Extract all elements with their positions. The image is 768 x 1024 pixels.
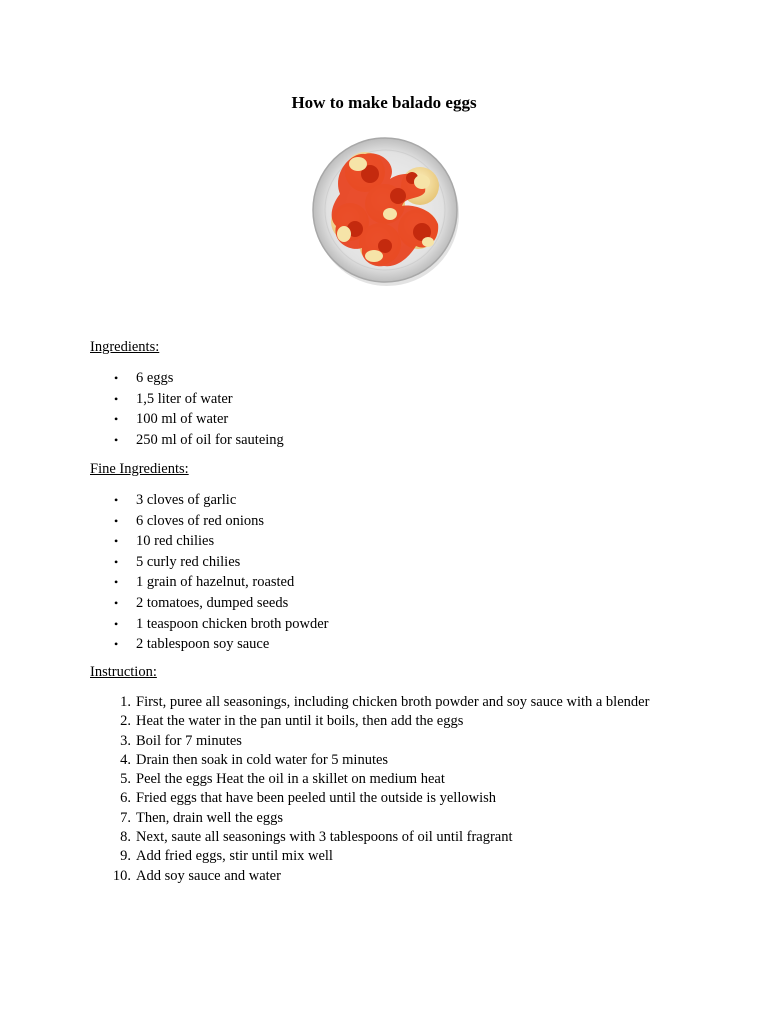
step-text: Peel the eggs Heat the oil in a skillet on medium heat [136, 771, 445, 788]
list-item: • 2 tablespoon soy sauce [90, 634, 328, 655]
step-number: 9. [120, 848, 131, 865]
step-text: Add fried eggs, stir until mix well [136, 848, 333, 865]
step-number: 2. [120, 713, 131, 730]
bullet-icon: • [114, 371, 119, 385]
fine-ingredients-list [90, 490, 328, 655]
list-item: • 250 ml of oil for sauteing [90, 430, 284, 451]
bullet-icon: • [114, 616, 119, 631]
list-item: • 1,5 liter of water [90, 389, 284, 410]
list-item: • 6 eggs [90, 368, 284, 389]
ingredients-list [90, 368, 284, 450]
instruction-step [90, 809, 649, 828]
instruction-step [90, 828, 649, 847]
instruction-step [90, 867, 649, 886]
step-text: First, puree all seasonings, including chicken broth powder and soy sauce with a blender [136, 694, 650, 710]
step-text: Boil for 7 minutes [136, 732, 242, 749]
instruction-step [90, 751, 649, 770]
bullet-icon: • [114, 637, 119, 652]
bullet-icon: • [114, 554, 119, 569]
step-text: Fried eggs that have been peeled until the outside is yellowish [136, 790, 497, 807]
balado-eggs-image [310, 134, 460, 288]
list-item: • 1 teaspoon chicken broth powder [90, 614, 328, 635]
instruction-step [90, 789, 649, 808]
ingredients-heading: Ingredients: [90, 339, 160, 355]
list-item: • 100 ml of water [90, 409, 284, 430]
bullet-icon: • [114, 391, 119, 406]
list-item: • 2 tomatoes, dumped seeds [90, 593, 328, 614]
bullet-icon: • [114, 575, 119, 590]
list-item: • 3 cloves of garlic [90, 490, 328, 511]
fine-ingredients-heading: Fine Ingredients: [90, 461, 189, 477]
bullet-icon: • [114, 412, 119, 427]
step-text: Drain then soak in cold water for 5 minutes [136, 751, 389, 768]
step-number: 3. [120, 732, 131, 749]
bullet-icon: • [114, 432, 119, 447]
instruction-step [90, 712, 649, 731]
list-item: • 5 curly red chilies [90, 552, 328, 573]
bullet-icon: • [114, 595, 119, 610]
step-number: 7. [120, 809, 131, 826]
instruction-step [90, 693, 649, 712]
step-number: 1. [120, 694, 131, 710]
instruction-step [90, 770, 649, 789]
bullet-icon: • [114, 534, 119, 549]
instruction-list [90, 693, 649, 886]
list-item: • 6 cloves of red onions [90, 511, 328, 532]
step-text: Heat the water in the pan until it boils, then add the eggs [136, 713, 464, 730]
step-number: 10. [112, 867, 131, 884]
step-text: Next, saute all seasonings with 3 tablespoons of oil until fragrant [136, 829, 513, 846]
step-number: 5. [120, 771, 131, 788]
list-item: • 10 red chilies [90, 531, 328, 552]
bullet-icon: • [114, 513, 119, 528]
step-text: Add soy sauce and water [136, 867, 281, 884]
bullet-icon: • [114, 493, 119, 507]
step-number: 4. [120, 751, 131, 768]
instruction-step [90, 847, 649, 866]
instruction-step [90, 732, 649, 751]
list-item: • 1 grain of hazelnut, roasted [90, 572, 328, 593]
step-number: 8. [120, 829, 131, 846]
page-title: How to make balado eggs [291, 93, 477, 112]
step-number: 6. [120, 790, 131, 807]
step-text: Then, drain well the eggs [136, 809, 283, 826]
instruction-heading: Instruction: [90, 664, 157, 680]
